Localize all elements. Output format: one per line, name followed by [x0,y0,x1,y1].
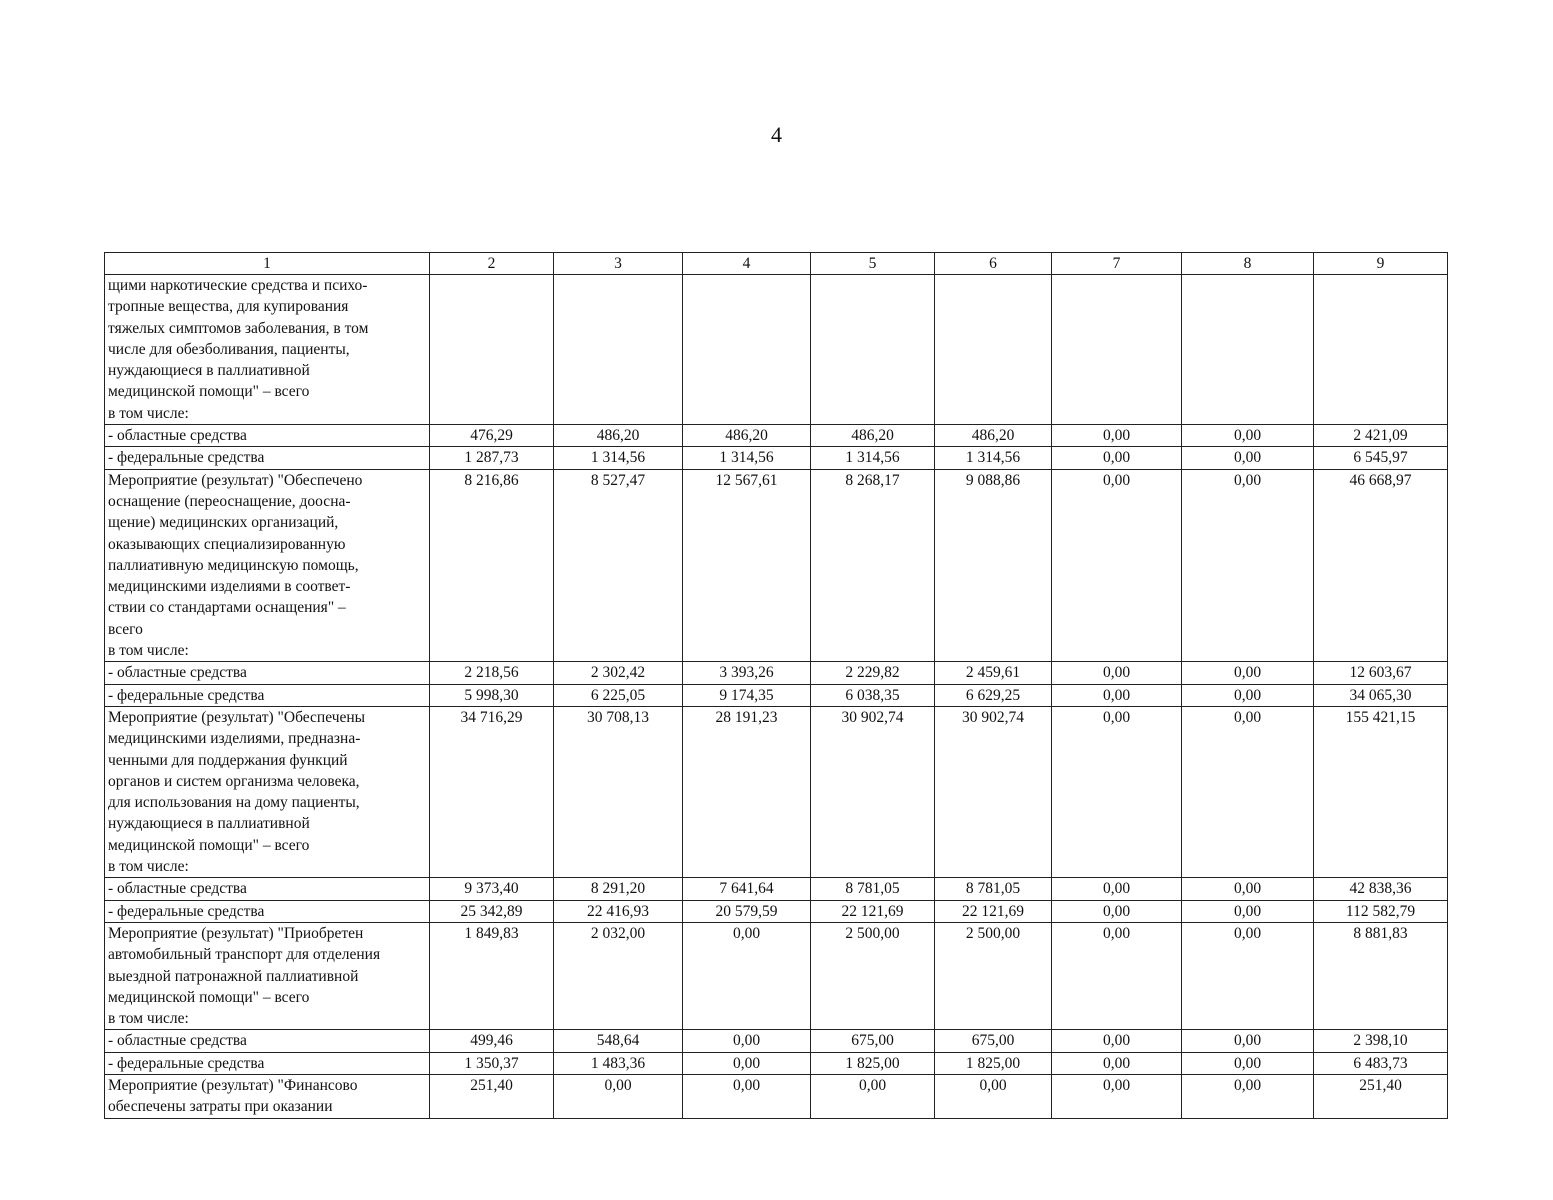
value-cell: 0,00 [683,1074,811,1118]
column-header: 3 [554,253,683,275]
table-row [105,706,1448,877]
value-cell: 1 314,56 [683,447,811,469]
row-description: - областные средства [105,878,430,900]
value-cell: 0,00 [1182,900,1314,922]
value-cell [935,275,1052,425]
value-cell: 0,00 [1052,469,1182,662]
value-cell: 1 849,83 [430,922,554,1029]
column-header: 6 [935,253,1052,275]
value-cell: 1 350,37 [430,1052,554,1074]
value-cell: 6 545,97 [1314,447,1448,469]
table-row [105,878,1448,900]
value-cell: 499,46 [430,1030,554,1052]
value-cell: 476,29 [430,425,554,447]
column-header: 5 [811,253,935,275]
value-cell: 1 825,00 [811,1052,935,1074]
value-cell: 112 582,79 [1314,900,1448,922]
value-cell: 22 121,69 [811,900,935,922]
value-cell: 9 373,40 [430,878,554,900]
value-cell: 25 342,89 [430,900,554,922]
value-cell: 0,00 [1182,1074,1314,1118]
value-cell [1182,275,1314,425]
row-description: Мероприятие (результат) "Приобретен автомобильный транспорт для отделения выездной патронажной паллиативной медицинской помощи" – всего в том числе: [105,922,430,1029]
column-header: 1 [105,253,430,275]
value-cell [811,275,935,425]
budget-table [104,252,1448,1119]
value-cell: 8 527,47 [554,469,683,662]
value-cell: 0,00 [1052,1052,1182,1074]
value-cell: 0,00 [554,1074,683,1118]
value-cell: 0,00 [935,1074,1052,1118]
value-cell: 2 302,42 [554,662,683,684]
value-cell: 8 216,86 [430,469,554,662]
value-cell: 0,00 [1182,1052,1314,1074]
row-description: - федеральные средства [105,900,430,922]
value-cell: 0,00 [1052,662,1182,684]
value-cell: 548,64 [554,1030,683,1052]
value-cell: 8 881,83 [1314,922,1448,1029]
value-cell: 8 781,05 [811,878,935,900]
value-cell: 6 483,73 [1314,1052,1448,1074]
value-cell: 34 065,30 [1314,684,1448,706]
value-cell: 1 825,00 [935,1052,1052,1074]
value-cell: 486,20 [683,425,811,447]
value-cell: 2 500,00 [811,922,935,1029]
row-description: - федеральные средства [105,684,430,706]
value-cell: 30 902,74 [811,706,935,877]
page-number: 4 [771,122,782,147]
value-cell: 34 716,29 [430,706,554,877]
value-cell: 2 459,61 [935,662,1052,684]
value-cell: 0,00 [1052,878,1182,900]
value-cell: 0,00 [683,1030,811,1052]
column-header: 8 [1182,253,1314,275]
value-cell: 0,00 [811,1074,935,1118]
value-cell: 12 567,61 [683,469,811,662]
table-row [105,425,1448,447]
value-cell: 0,00 [1052,425,1182,447]
value-cell [683,275,811,425]
value-cell: 9 174,35 [683,684,811,706]
value-cell: 6 629,25 [935,684,1052,706]
value-cell: 155 421,15 [1314,706,1448,877]
value-cell: 0,00 [1182,922,1314,1029]
value-cell: 22 121,69 [935,900,1052,922]
column-header: 4 [683,253,811,275]
value-cell: 8 268,17 [811,469,935,662]
value-cell: 8 291,20 [554,878,683,900]
table-body [105,275,1448,1119]
table-row [105,447,1448,469]
value-cell: 30 902,74 [935,706,1052,877]
value-cell: 30 708,13 [554,706,683,877]
value-cell: 1 314,56 [811,447,935,469]
value-cell: 2 500,00 [935,922,1052,1029]
row-description: - областные средства [105,1030,430,1052]
value-cell: 9 088,86 [935,469,1052,662]
value-cell: 486,20 [935,425,1052,447]
value-cell: 0,00 [1052,900,1182,922]
value-cell: 675,00 [935,1030,1052,1052]
value-cell: 0,00 [1052,1074,1182,1118]
value-cell: 0,00 [1182,662,1314,684]
row-description: - областные средства [105,662,430,684]
value-cell: 0,00 [1182,706,1314,877]
value-cell: 2 398,10 [1314,1030,1448,1052]
value-cell: 3 393,26 [683,662,811,684]
row-description: Мероприятие (результат) "Обеспечены медицинскими изделиями, предназна- ченными для поддержания функций органов и систем организма человека, для использования на дому пациенты, нуждающиеся в паллиативной медицинской помощи" – всего в том числе: [105,706,430,877]
value-cell: 0,00 [1052,1030,1182,1052]
table-row [105,922,1448,1029]
row-description: - областные средства [105,425,430,447]
value-cell: 28 191,23 [683,706,811,877]
value-cell: 2 229,82 [811,662,935,684]
row-description: щими наркотические средства и психо- тропные вещества, для купирования тяжелых симптомов заболевания, в том числе для обезболивания, пациенты, нуждающиеся в паллиативной медицинской помощи" – всего в том числе: [105,275,430,425]
value-cell: 0,00 [1052,684,1182,706]
value-cell: 0,00 [1182,1030,1314,1052]
table-row [105,1030,1448,1052]
row-description: Мероприятие (результат) "Финансово обеспечены затраты при оказании [105,1074,430,1118]
table-header-row [105,253,1448,275]
table-row [105,900,1448,922]
value-cell: 1 314,56 [554,447,683,469]
value-cell: 0,00 [1052,447,1182,469]
value-cell: 2 032,00 [554,922,683,1029]
table-row [105,469,1448,662]
row-description: - федеральные средства [105,1052,430,1074]
value-cell: 6 225,05 [554,684,683,706]
table-row [105,684,1448,706]
column-header: 2 [430,253,554,275]
value-cell: 46 668,97 [1314,469,1448,662]
value-cell: 2 421,09 [1314,425,1448,447]
value-cell: 251,40 [1314,1074,1448,1118]
value-cell: 7 641,64 [683,878,811,900]
value-cell: 0,00 [1182,425,1314,447]
value-cell: 0,00 [1182,878,1314,900]
value-cell [1314,275,1448,425]
value-cell: 0,00 [1052,922,1182,1029]
value-cell: 486,20 [811,425,935,447]
value-cell: 0,00 [1182,684,1314,706]
value-cell: 675,00 [811,1030,935,1052]
table-row [105,662,1448,684]
value-cell: 0,00 [1182,469,1314,662]
value-cell: 486,20 [554,425,683,447]
column-header: 9 [1314,253,1448,275]
table-row [105,275,1448,425]
value-cell: 0,00 [1052,706,1182,877]
value-cell: 12 603,67 [1314,662,1448,684]
value-cell: 251,40 [430,1074,554,1118]
row-description: Мероприятие (результат) "Обеспечено оснащение (переоснащение, доосна- щение) медицинских организаций, оказывающих специализированную паллиативную медицинскую помощь, медицинскими изделиями в соответ- ствии со стандартами оснащения" – всего в том числе: [105,469,430,662]
row-description: - федеральные средства [105,447,430,469]
value-cell: 5 998,30 [430,684,554,706]
value-cell: 0,00 [1182,447,1314,469]
value-cell: 1 314,56 [935,447,1052,469]
value-cell [1052,275,1182,425]
value-cell: 0,00 [683,1052,811,1074]
value-cell [554,275,683,425]
value-cell: 22 416,93 [554,900,683,922]
table-row [105,1052,1448,1074]
value-cell: 20 579,59 [683,900,811,922]
column-header: 7 [1052,253,1182,275]
value-cell: 1 287,73 [430,447,554,469]
value-cell: 42 838,36 [1314,878,1448,900]
value-cell: 0,00 [683,922,811,1029]
table-row [105,1074,1448,1118]
value-cell: 2 218,56 [430,662,554,684]
value-cell: 8 781,05 [935,878,1052,900]
value-cell [430,275,554,425]
value-cell: 6 038,35 [811,684,935,706]
value-cell: 1 483,36 [554,1052,683,1074]
